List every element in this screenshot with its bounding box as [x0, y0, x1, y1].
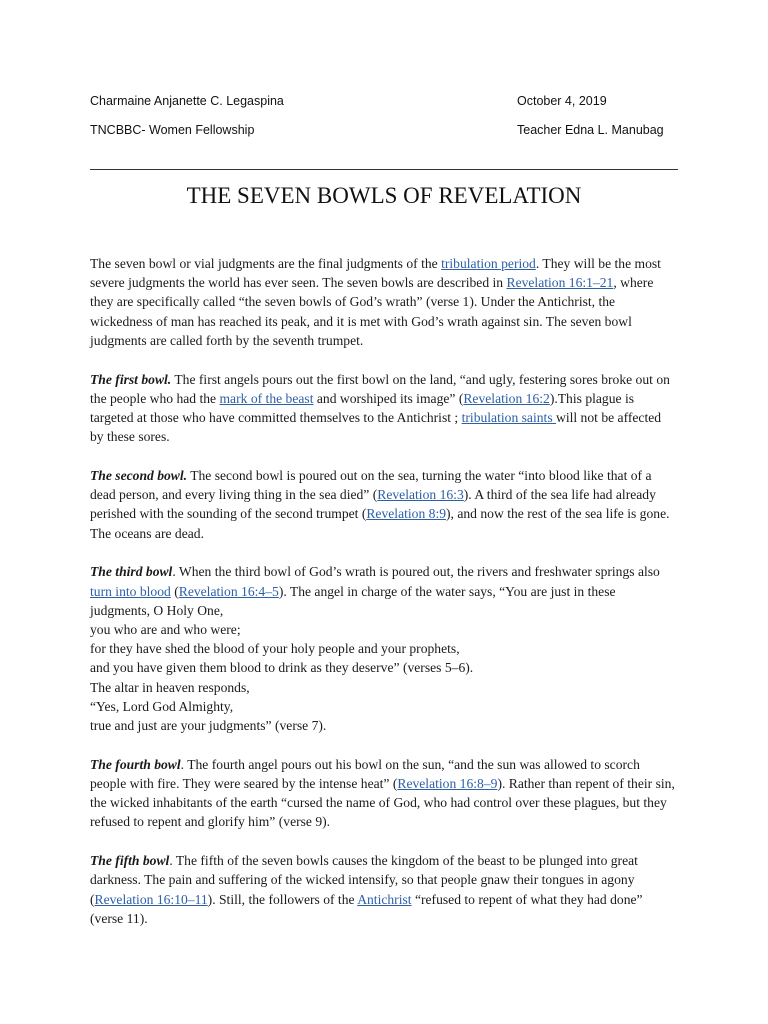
verse-line: The altar in heaven responds,	[90, 679, 250, 695]
first-bowl-heading: The first bowl.	[90, 371, 172, 387]
second-bowl-text: ). A third of the sea life had already perished with the sounding of the second trumpet (	[90, 487, 656, 522]
third-bowl-text: . When the third bowl of God’s wrath is poured out, the rivers and freshwater springs also	[172, 564, 660, 580]
first-bowl-text: and worshiped its image” (	[313, 390, 464, 406]
fifth-bowl-heading: The fifth bowl	[90, 853, 170, 869]
document-title: THE SEVEN BOWLS OF REVELATION	[186, 183, 582, 208]
fourth-bowl-text: . The fourth angel pours out his bowl on the sun, “and the sun was allowed to scorch people with fire. They were seared by the intense heat” (	[90, 756, 640, 792]
second-bowl-paragraph	[90, 466, 678, 543]
verse-line: “Yes, Lord God Almighty,	[90, 698, 234, 714]
organization-name: TNCBBC- Women Fellowship	[90, 123, 255, 137]
verse-line: for they have shed the blood of your holy people and your prophets,	[90, 641, 460, 657]
fifth-bowl-text: “refused to repent of what they had done” (verse 11).	[90, 891, 643, 926]
intro-paragraph	[90, 254, 678, 350]
verse-line: and you have given them blood to drink as they deserve” (verses 5–6).	[90, 660, 474, 676]
third-bowl-text: ). The angel in charge of the water says, “You are just in these judgments, O Holy One,	[90, 583, 616, 618]
link-tribulation-saints[interactable]: tribulation saints	[461, 410, 557, 426]
link-revelation-16-4-5[interactable]: Revelation 16:4–5	[178, 583, 279, 599]
header-divider	[90, 169, 678, 170]
link-revelation-16-3[interactable]: Revelation 16:3	[377, 487, 464, 503]
fourth-bowl-text: ). Rather than repent of their sin, the wicked inhabitants of the earth “cursed the name of God, who had control over these plagues, but they refused to repent and glorify him” (verse 9).	[90, 776, 675, 830]
link-revelation-16-10-11[interactable]: Revelation 16:10–11	[94, 891, 208, 907]
link-revelation-16-1-21[interactable]: Revelation 16:1–21	[506, 275, 614, 291]
first-bowl-text: ).This plague is targeted at those who have committed themselves to the Antichrist ;	[90, 390, 635, 426]
third-bowl-paragraph	[90, 562, 678, 735]
document-body	[90, 254, 678, 948]
intro-text: , where they are specifically called “the seven bowls of God’s wrath” (verse 1). Under the Antichrist, the wickedness of man has reached its peak, and it is met with God’s wrath against sin. The seven bowl judgments are called forth by the seventh trumpet.	[90, 275, 654, 348]
link-turn-into-blood[interactable]: turn into blood	[90, 583, 171, 599]
fourth-bowl-heading: The fourth bowl	[90, 756, 181, 772]
fourth-bowl-paragraph	[90, 755, 678, 832]
fifth-bowl-paragraph	[90, 851, 678, 928]
first-bowl-text: will not be affected by these sores.	[90, 410, 662, 445]
link-revelation-8-9[interactable]: Revelation 8:9	[366, 506, 447, 522]
first-bowl-text: The first angels pours out the first bowl on the land, “and ugly, festering sores broke out on the people who had the	[90, 371, 670, 406]
fifth-bowl-text: . The fifth of the seven bowls causes the kingdom of the beast to be plunged into great darkness. The pain and suffering of the wicked intensify, so that people gnaw their tongues in agony (	[90, 853, 638, 907]
link-mark-of-the-beast[interactable]: mark of the beast	[219, 390, 314, 406]
intro-text: The seven bowl or vial judgments are the final judgments of the	[90, 256, 442, 271]
document-date: October 4, 2019	[517, 94, 607, 108]
link-antichrist[interactable]: Antichrist	[357, 891, 412, 907]
teacher-name: Teacher Edna L. Manubag	[517, 123, 664, 137]
third-bowl-text: (	[170, 583, 179, 599]
second-bowl-heading: The second bowl.	[90, 468, 188, 484]
verse-line: you who are and who were;	[90, 622, 241, 638]
link-revelation-16-8-9[interactable]: Revelation 16:8–9	[397, 776, 498, 792]
first-bowl-paragraph	[90, 370, 678, 447]
third-bowl-heading: The third bowl	[90, 564, 173, 580]
author-name: Charmaine Anjanette C. Legaspina	[90, 94, 284, 108]
fifth-bowl-text: ). Still, the followers of the	[207, 891, 358, 907]
second-bowl-text: The second bowl is poured out on the sea, turning the water “into blood like that of a dead person, and every living thing in the sea died” (	[90, 468, 652, 503]
link-revelation-16-2[interactable]: Revelation 16:2	[463, 390, 550, 406]
intro-text: . They will be the most severe judgments the world has ever seen. The seven bowls are described in	[90, 256, 661, 291]
link-tribulation-period[interactable]: tribulation period	[441, 256, 536, 271]
verse-line: true and just are your judgments” (verse 7).	[90, 718, 327, 734]
second-bowl-text: ), and now the rest of the sea life is gone. The oceans are dead.	[90, 506, 670, 541]
